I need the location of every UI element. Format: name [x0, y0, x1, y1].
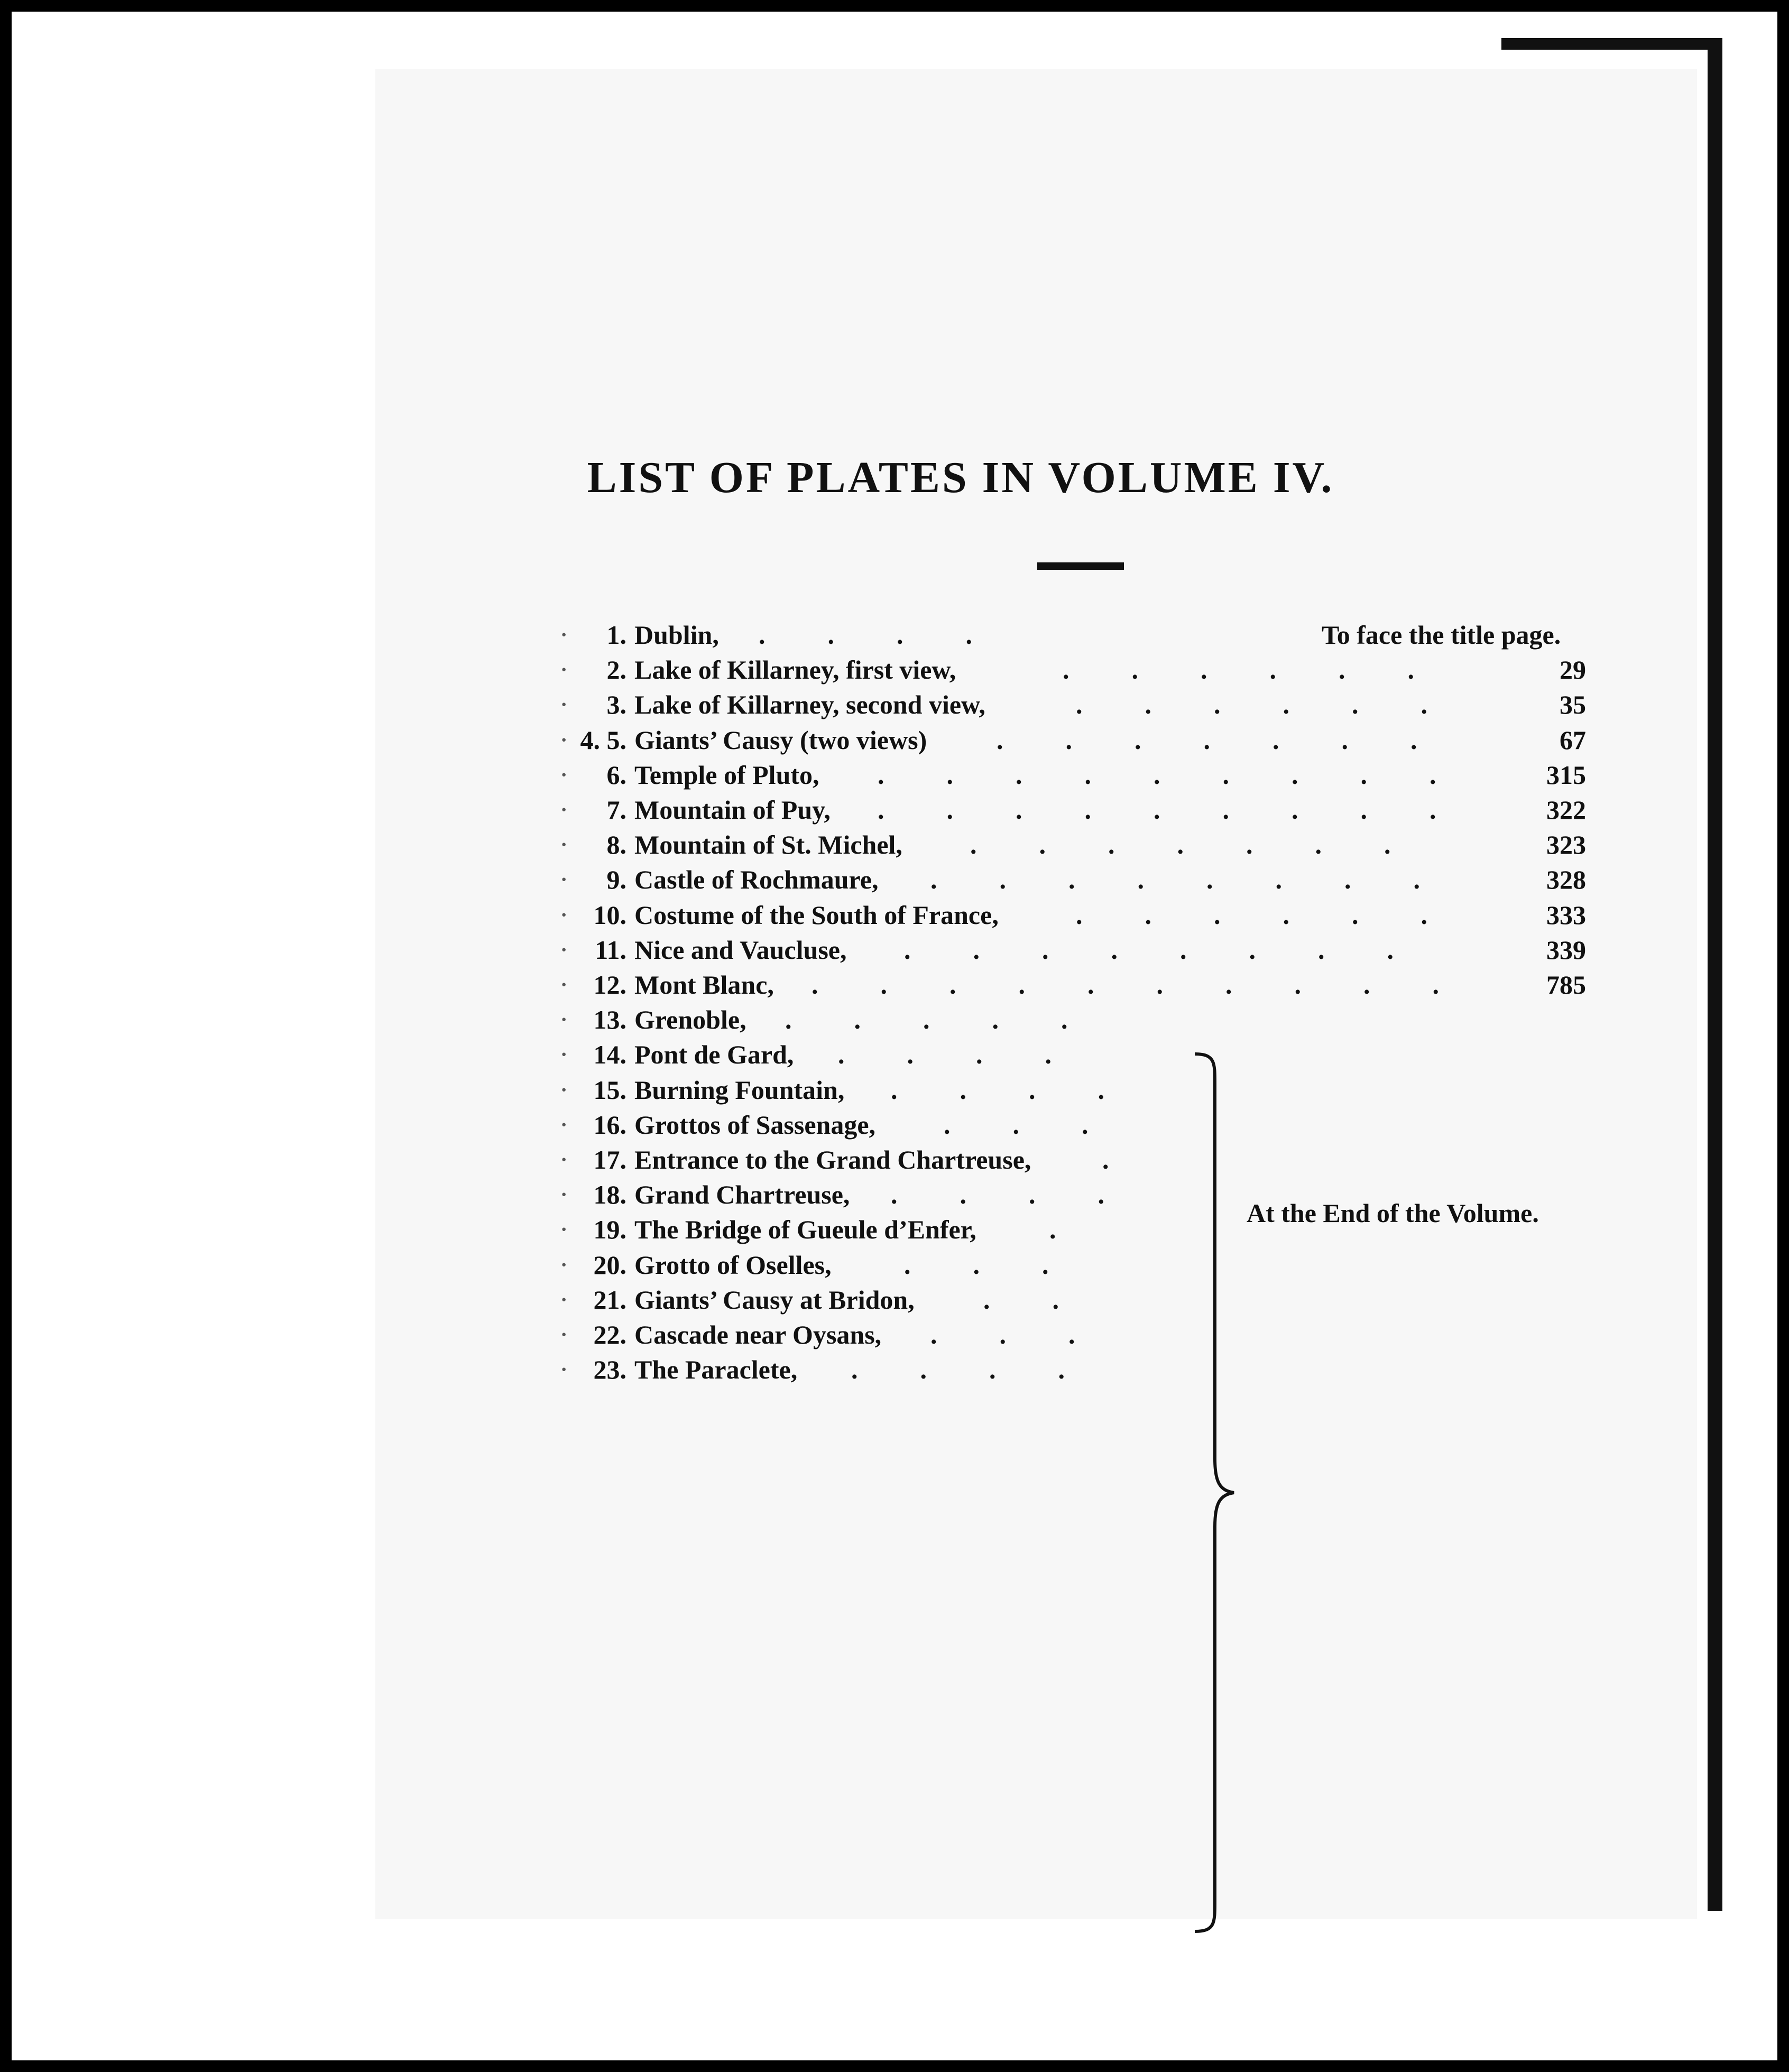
- leader-dots: ..: [983, 1284, 1121, 1315]
- plate-number: 1.: [606, 620, 626, 650]
- plate-number: 18.: [593, 1180, 626, 1210]
- margin-mark: ·: [560, 832, 568, 857]
- plate-name: Castle of Rochmaure,: [634, 865, 879, 895]
- page-number: 67: [1560, 725, 1586, 755]
- margin-mark: ·: [560, 1322, 568, 1346]
- plate-name: Grand Chartreuse,: [634, 1180, 850, 1210]
- plate-number: 19.: [593, 1215, 626, 1245]
- margin-mark: ·: [560, 973, 568, 996]
- plate-number: 21.: [593, 1284, 626, 1315]
- margin-mark: ·: [560, 1217, 568, 1242]
- leader-dots: ....: [838, 1040, 1114, 1070]
- leader-dots: ..........: [811, 970, 1501, 1000]
- margin-mark: ·: [560, 1112, 568, 1136]
- plate-name: Pont de Gard,: [634, 1040, 794, 1070]
- leader-dots: ....: [891, 1075, 1167, 1105]
- margin-mark: ·: [560, 937, 568, 961]
- margin-mark: ·: [560, 1287, 568, 1311]
- plate-number: 14.: [593, 1040, 626, 1070]
- leader-dots: .....: [785, 1005, 1130, 1035]
- plate-name: Nice and Vaucluse,: [634, 935, 847, 965]
- plate-number: 13.: [593, 1005, 626, 1035]
- plate-number: 20.: [593, 1250, 626, 1280]
- leader-dots: ...: [930, 1320, 1138, 1349]
- margin-mark: ·: [560, 1148, 568, 1171]
- leader-dots: ......: [1063, 655, 1477, 685]
- facing-note: To face the title page.: [1322, 620, 1561, 650]
- page-number: 328: [1546, 865, 1586, 895]
- leader-dots: ...: [944, 1109, 1151, 1140]
- plate-row: [0, 687, 1789, 722]
- plate-number: 8.: [606, 830, 626, 860]
- leader-dots: .: [1102, 1145, 1172, 1174]
- leader-dots: .......: [970, 830, 1453, 860]
- margin-mark: ·: [560, 902, 568, 927]
- plate-row: [0, 1037, 1789, 1072]
- margin-mark: ·: [560, 1042, 568, 1067]
- plate-number: 10.: [593, 900, 626, 930]
- plate-row: [0, 1282, 1789, 1317]
- grouping-brace: [1194, 1052, 1236, 1934]
- page-number: 29: [1560, 655, 1586, 685]
- leader-dots: ....: [891, 1180, 1167, 1210]
- plate-name: The Paraclete,: [634, 1355, 798, 1385]
- page-title: LIST OF PLATES IN VOLUME IV.: [587, 453, 1334, 502]
- plate-name: Dublin,: [634, 620, 719, 650]
- plate-number: 9.: [606, 865, 626, 895]
- plate-row: [0, 617, 1789, 652]
- leader-dots: ........: [904, 935, 1456, 965]
- plate-row: [0, 862, 1789, 897]
- plate-row: [0, 1002, 1789, 1037]
- plate-number: 2.: [606, 655, 626, 685]
- plate-number: 16.: [593, 1109, 626, 1140]
- margin-mark: ·: [560, 762, 568, 787]
- leader-dots: .........: [878, 760, 1499, 790]
- margin-mark: ·: [560, 1007, 568, 1032]
- plate-number: 4. 5.: [580, 725, 626, 755]
- margin-mark: ·: [560, 658, 568, 682]
- plate-row: [0, 898, 1789, 932]
- plate-name: Grenoble,: [634, 1005, 746, 1035]
- margin-mark: ·: [560, 727, 568, 752]
- plate-row: [0, 757, 1789, 792]
- page-number: 323: [1546, 830, 1586, 860]
- plate-name: Lake of Killarney, second view,: [634, 690, 985, 720]
- plate-row: [0, 792, 1789, 827]
- plate-row: [0, 1107, 1789, 1142]
- plate-row: [0, 932, 1789, 967]
- plate-row: [0, 1317, 1789, 1352]
- plate-name: Cascade near Oysans,: [634, 1320, 882, 1349]
- plate-name: Mont Blanc,: [634, 970, 774, 1000]
- end-of-volume-note: At the End of the Volume.: [1247, 1198, 1539, 1228]
- plate-number: 22.: [593, 1320, 626, 1349]
- plate-row: [0, 1352, 1789, 1387]
- margin-mark: ·: [560, 1252, 568, 1276]
- plate-number: 7.: [606, 795, 626, 825]
- page-number: 322: [1546, 795, 1586, 825]
- plate-name: Grotto of Oselles,: [634, 1250, 832, 1280]
- plate-name: Entrance to the Grand Chartreuse,: [634, 1145, 1031, 1174]
- plate-row: [0, 723, 1789, 757]
- plate-name: The Bridge of Gueule d’Enfer,: [634, 1215, 976, 1245]
- plate-row: [0, 1142, 1789, 1177]
- page-number: 785: [1546, 970, 1586, 1000]
- plate-row: [0, 652, 1789, 687]
- margin-mark: ·: [560, 1357, 568, 1382]
- leader-dots: ...: [904, 1250, 1111, 1280]
- plate-name: Lake of Killarney, first view,: [634, 655, 956, 685]
- margin-mark: ·: [560, 1182, 568, 1207]
- margin-mark: ·: [560, 798, 568, 821]
- plate-row: [0, 1247, 1789, 1282]
- plate-name: Grottos of Sassenage,: [634, 1109, 876, 1140]
- leader-dots: ......: [1076, 690, 1490, 720]
- page-number: 315: [1546, 760, 1586, 790]
- margin-mark: ·: [560, 623, 568, 646]
- plate-number: 17.: [593, 1145, 626, 1174]
- plate-number: 12.: [593, 970, 626, 1000]
- leader-dots: .: [1049, 1215, 1119, 1245]
- plate-name: Giants’ Causy at Bridon,: [634, 1284, 915, 1315]
- leader-dots: .......: [997, 725, 1480, 755]
- page-number: 333: [1546, 900, 1586, 930]
- plate-name: Burning Fountain,: [634, 1075, 845, 1105]
- plate-name: Mountain of Puy,: [634, 795, 831, 825]
- margin-mark: ·: [560, 692, 568, 717]
- plate-row: [0, 967, 1789, 1002]
- leader-dots: ......: [1076, 900, 1490, 930]
- leader-dots: .........: [878, 795, 1499, 825]
- plate-number: 11.: [595, 935, 626, 965]
- plate-row: [0, 827, 1789, 862]
- page-number: 35: [1560, 690, 1586, 720]
- plate-name: Costume of the South of France,: [634, 900, 999, 930]
- plate-name: Temple of Pluto,: [634, 760, 819, 790]
- page-number: 339: [1546, 935, 1586, 965]
- leader-dots: ....: [851, 1355, 1127, 1385]
- leader-dots: ....: [759, 620, 1035, 650]
- plate-name: Mountain of St. Michel,: [634, 830, 902, 860]
- plate-row: [0, 1072, 1789, 1107]
- plate-name: Giants’ Causy (two views): [634, 725, 927, 755]
- margin-mark: ·: [560, 867, 568, 892]
- margin-mark: ·: [560, 1077, 568, 1102]
- plate-number: 6.: [606, 760, 626, 790]
- leader-dots: ........: [930, 865, 1482, 895]
- plate-number: 23.: [593, 1355, 626, 1385]
- plate-number: 3.: [606, 690, 626, 720]
- plate-number: 15.: [593, 1075, 626, 1105]
